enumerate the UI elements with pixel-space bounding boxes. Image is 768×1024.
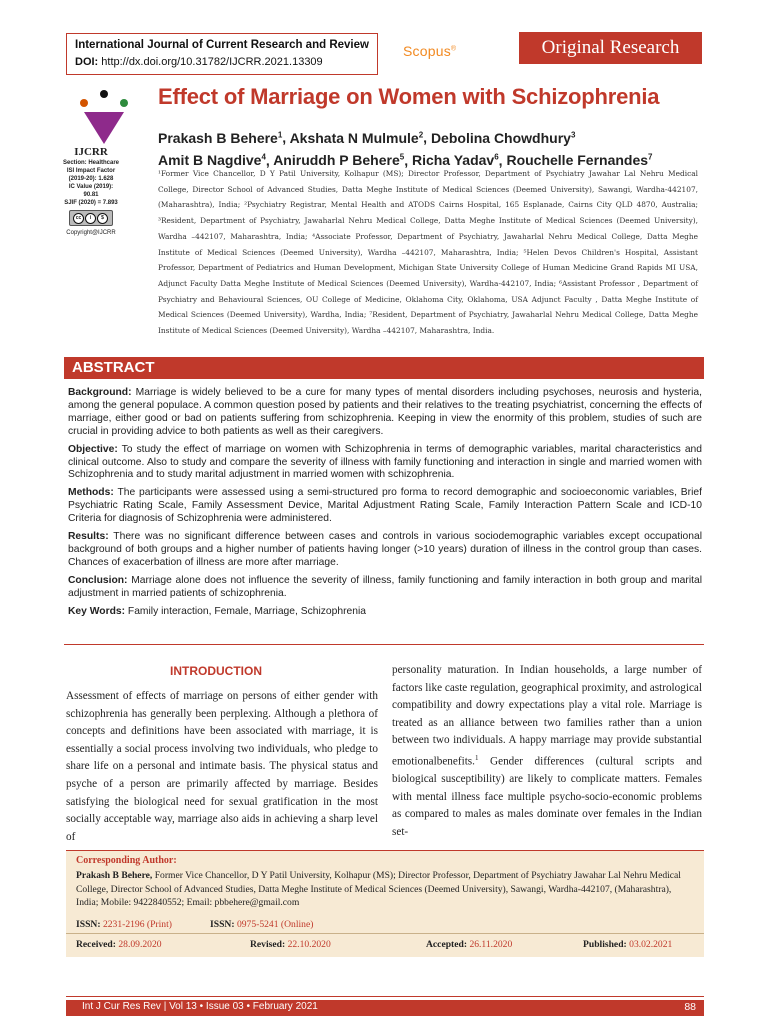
revised-date: Revised: 22.10.2020 [250,939,331,950]
abstract-objective: Objective: To study the effect of marriage on women with Schizophrenia in terms of demographic variables, marital characteristics and clinical outcome. Also to study and compare the severity of illness with family functioning and interaction in single and married women with Schizophrenia and to study marital adjustment in married women with schizophrenia. [68,443,702,481]
abstract-background: Background: Marriage is widely believed to be a cure for many types of mental disorders including psychoses, neurosis and hysteria, among the general populace. A common question posed by patients and their relatives to the treating psychiatrist, concerning the effects of marriage, either good or bad on patients suffering from schizophrenia. Keeping in view the enormity of this problem, studies of such are crucial in providing advice to both patients as well as their caregivers. [68,387,702,437]
author-affiliation-number: 1 [277,130,283,139]
author-affiliation-number: 4 [261,152,266,162]
author-name: Amit B Nagdive$^4$ [158,152,266,169]
introduction-left-column: Assessment of effects of marriage on persons of either gender with schizophrenia has generally been perplexing. Although a plethora of concepts and definitions have been associated with marriage, it is essentially a social process involving two individuals, who pledge to share life on a personal and intimate basis. The physical status and psyche of a person are primarily affected by marriage. Besides satisfying the biological need for sexual gratification in the most socially acceptable way, marriage also aids in achieving a sharp level of [66,690,378,843]
author-list [158,125,698,170]
section-label: Section: Healthcare [62,160,120,166]
footer-citation: Int J Cur Res Rev | Vol 13 • Issue 03 • February 2021 [82,1001,318,1012]
author-affiliation-number: 3 [570,130,576,139]
ic-value: IC Value (2019): 90.81 [68,184,114,198]
author-name: Richa Yadav$^6$ [411,152,499,169]
original-research-badge: Original Research [519,32,702,64]
affiliations: ¹Former Vice Chancellor, D Y Patil University, Kolhapur (MS); Director Professor, Department of Psychiatry Jawahar Lal Nehru Medical College, Director School of Advanced Studies, Datta Meghe Institute of Medical Sciences (Deemed University), Sawangi, Wardha-442107, (Maharashtra), India; ²Psychiatry Registrar, Mental Health and ATODS Cairns Hospital, 165 Esplanade, Cairns City QLD 4870, Australia; ³Resident, Department of Psychiatry, Jawaharlal Nehru Medical College, Datta Meghe Institute of Medical Sciences (Deemed University), Wardha –442107, Maharashtra, India; ⁴Associate Professor, Department of Psychiatry, Jawaharlal Nehru Medical College, Datta Meghe Institute of Medical Sciences (Deemed University), Wardha –442107, Maharashtra, India; ⁵Helen Devos Children's Hospital, Assistant Professor, Department of Pediatrics and Human Development, Michigan State University College of Human Medicine Grand Rapids MI USA, Adjunct Faculty Datta Meghe Institute of Medical Sciences (Deemed University), Wardha-442107, India; ⁶Assistant Professor , Department of Psychiatry and Behavioural Sciences, OU College of Medicine, Oklahoma City, Oklahoma, USA Adjunct Faculty , Datta Meghe Institute of Medical Sciences (Deemed University), Wardha, India; ⁷Resident, Department of Psychiatry, Jawaharlal Nehru Medical College, Datta Meghe Institute of Medical Sciences (Deemed University), Wardha –442107, Maharashtra, India. [158,169,698,336]
author-name: Akshata N Mulmule$^2$ [289,129,424,146]
author-affiliation-number: 2 [418,130,424,139]
abstract-body [68,387,702,624]
creative-commons-icon: cc i $ [69,210,113,226]
author-line-2: Amit B Nagdive$^4$, Aniruddh P Behere$^5$, Richa Yadav$^6$, Rouchelle Fernandes$^7$ [158,152,653,169]
introduction-heading: INTRODUCTION [170,664,262,678]
corresponding-author-details: Prakash B Behere, Former Vice Chancellor, D Y Patil University, Kolhapur (MS); Director Professor, Department of Psychiatry Jawahar Lal Nehru Medical College, Director School of Advanced Studies, Datta Meghe Institute of Medical Sciences (Deemed University), Sawangi, Wardha-442107, (Maharashtra), India; Mobile: 9422840552; Email: pbbehere@gmail.com [76,870,681,909]
corresponding-author-title: Corresponding Author: [76,855,177,866]
author-affiliation-number: 5 [399,152,405,162]
footer-bar [66,1000,704,1016]
received-date: Received: 28.09.2020 [76,939,162,950]
author-name: Debolina Chowdhury$^3$ [430,129,576,146]
author-name: Prakash B Behere$^1$ [158,129,283,146]
journal-name: International Journal of Current Research and Review [75,39,369,51]
published-date: Published: 03.02.2021 [583,939,673,950]
abstract-methods: Methods: The participants were assessed using a semi-structured pro forma to record demographic and socioeconomic variables, Brief Psychiatric Rating Scale, Family Assessment Device, Marital Adjustment Rating Scale, Family Interaction Pattern Scale and ICD-10 Criteria for diagnosis of Schizophrenia were administered. [68,487,702,525]
accepted-date: Accepted: 26.11.2020 [426,939,513,950]
issn-print: ISSN: 2231-2196 (Print) [76,919,172,930]
ijcrr-logo-icon [74,86,134,146]
abstract-results: Results: There was no significant difference between cases and controls in various sociodemographic variables except occupational background of both groups and a higher number of patients having longer (>10 years) duration of illness in the control group than cases. Chances of exacerbation of illness are more after marriage. [68,531,702,568]
introduction-right-column: personality maturation. In Indian households, a large number of factors like caste regulation, geographical proximity, and astrological compatibility and dowry expectations play a vital role. Marriage is treated as an alliance between two families rather than a union between two individuals. A happy marriage may provide substantial emotionalbenefits.$^1$ Gender differences (cultural scripts and biological susceptibility) are likely to complicate matters. Females with mental illness face multiple psycho-socio-economic problems as compared to males as males dominate over females in the Indian set- [392,664,702,839]
abstract-divider [64,644,704,645]
corresponding-author-box [66,850,704,957]
abstract-conclusion: Conclusion: Marriage alone does not influence the severity of illness, family functioning and family interaction in both group and marital adjustment in married patients of schizophrenia. [68,574,702,599]
abstract-keywords: Key Words: Family interaction, Female, Marriage, Schizophrenia [68,605,366,617]
logo-text: IJCRR [74,146,108,158]
journal-metrics [62,146,120,237]
page-number: 88 [684,1001,696,1013]
corr-divider [66,933,704,934]
issn-online: ISSN: 0975-5241 (Online) [210,919,314,930]
author-name: Aniruddh P Behere$^5$ [273,152,405,169]
reference-1: 1 [474,753,479,762]
footer-rule [66,996,704,997]
doi-link[interactable]: http://dx.doi.org/10.31782/IJCRR.2021.13309 [101,56,323,68]
journal-doi[interactable]: DOI: http://dx.doi.org/10.31782/IJCRR.2021.13309 [75,56,323,68]
author-line-1: Prakash B Behere$^1$, Akshata N Mulmule$^2$, Debolina Chowdhury$^3$ [158,129,576,146]
abstract-heading: ABSTRACT [72,359,155,376]
author-name: Rouchelle Fernandes$^7$ [506,152,653,169]
article-title: Effect of Marriage on Women with Schizophrenia [158,84,660,109]
copyright-label: Copyright@IJCRR [66,230,116,236]
abstract-heading-bar [64,357,704,379]
sjif-value: SJIF (2020) = 7.893 [64,200,118,206]
author-affiliation-number: 6 [494,152,499,162]
journal-header-box [66,33,378,75]
author-affiliation-number: 7 [648,152,653,162]
scopus-logo: Scopus® [403,43,457,59]
impact-factor: ISI Impact Factor (2019-20): 1.628 [66,168,116,182]
